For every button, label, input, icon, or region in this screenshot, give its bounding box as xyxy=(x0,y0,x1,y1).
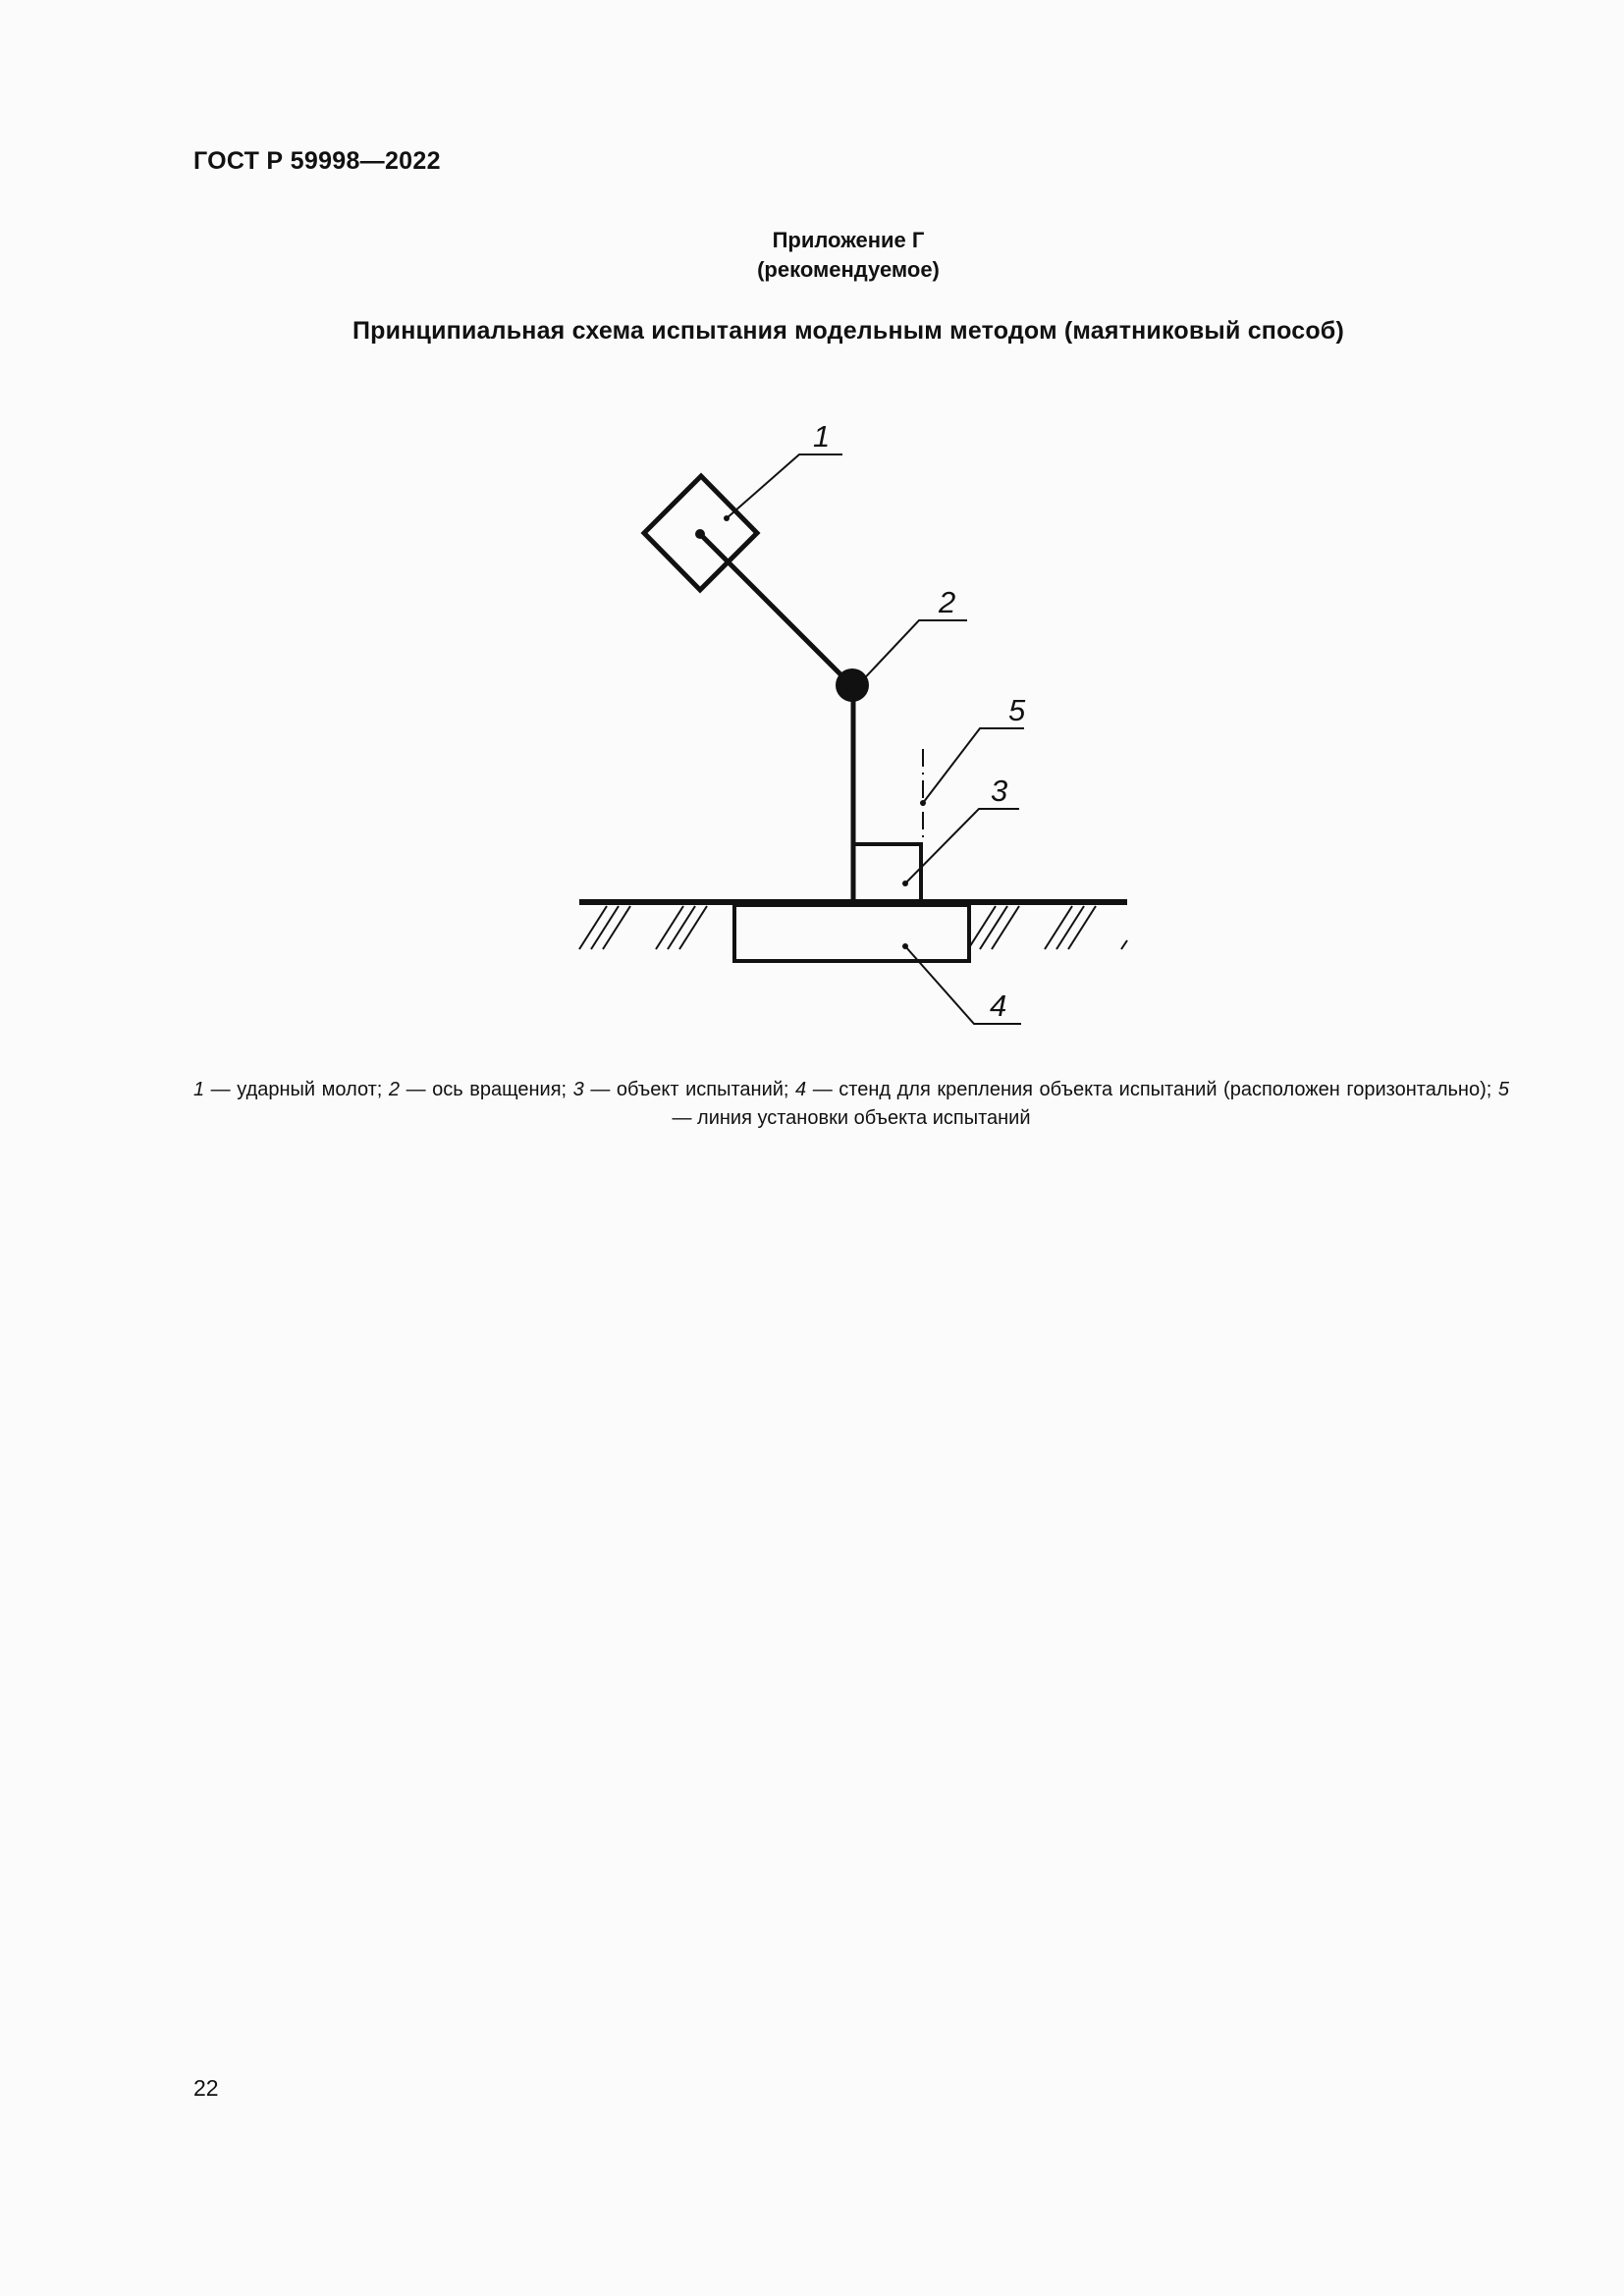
test-stand xyxy=(734,905,969,961)
callout-label-4: 4 xyxy=(990,988,1007,1023)
ground-hatching xyxy=(579,906,1127,949)
legend-item-text: — стенд для крепления объекта испытаний (расположен горизонтально); xyxy=(806,1079,1498,1100)
rotation-axis xyxy=(836,668,869,702)
legend-item-number: 3 xyxy=(572,1079,584,1100)
legend-item-number: 5 xyxy=(1497,1079,1509,1100)
section-title: Принципиальная схема испытания модельным методом (маятниковый способ) xyxy=(352,317,1344,345)
legend-item-text: — объект испытаний; xyxy=(583,1079,796,1100)
legend-item-text: — ударный молот; xyxy=(204,1079,389,1100)
appendix-label: Приложение Г xyxy=(772,228,925,252)
callout-label-5: 5 xyxy=(1008,693,1026,727)
figure-legend xyxy=(193,1076,1509,1133)
pendulum-test-diagram xyxy=(550,402,1159,1050)
document-code: ГОСТ Р 59998—2022 xyxy=(193,147,441,175)
appendix-status: (рекомендуемое) xyxy=(757,257,940,282)
page-number: 22 xyxy=(193,2075,219,2101)
callout-label-3: 3 xyxy=(991,774,1008,808)
pendulum-arm xyxy=(700,534,851,685)
callout-label-2: 2 xyxy=(939,585,956,619)
leader-lines xyxy=(727,454,1024,1024)
test-object xyxy=(853,844,921,902)
legend-item-number: 2 xyxy=(388,1079,401,1100)
leader-dots xyxy=(724,515,926,949)
legend-item-number: 1 xyxy=(193,1079,205,1100)
appendix-heading xyxy=(0,226,1624,285)
legend-item-text: — линия установки объекта испытаний xyxy=(672,1107,1031,1129)
hammer-pivot-dot xyxy=(695,529,705,539)
legend-item-text: — ось вращения; xyxy=(400,1079,573,1100)
callout-label-1: 1 xyxy=(813,419,831,454)
legend-item-number: 4 xyxy=(795,1079,807,1100)
